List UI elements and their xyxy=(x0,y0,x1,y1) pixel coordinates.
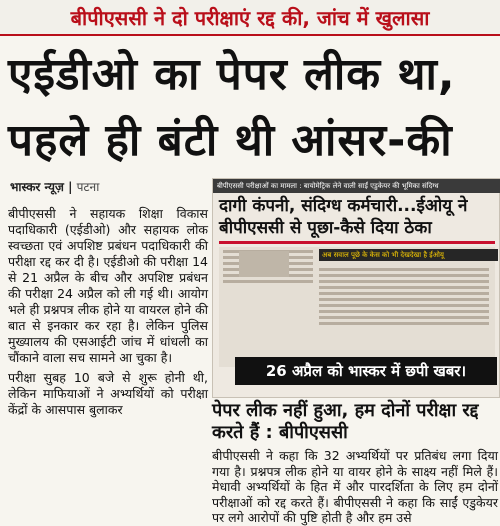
right-body-text: बीपीएससी ने कहा कि 32 अभ्यर्थियों पर प्रतिबंध लगा दिया गया है। प्रश्नपत्र लीक होने या वायर होने के साक्ष्य नहीं मिले हैं। मेधावी अभ्यर्थियों के हित में और पारदर्शिता के लिए हम दोनों परीक्षाओं को रद्द करते हैं। बीपीएससी ने कहा कि साईं एडुकेयर पर लगे आरोपों की पुष्टि होती है और हम उसे xyxy=(212,448,498,525)
left-column xyxy=(8,206,208,422)
left-paragraph-2: परीक्षा सुबह 10 बजे से शुरू होनी थी, लेकिन माफियाओं ने अभ्यर्थियों को परीक्षा केंद्रों के आसपास बुलाकर xyxy=(8,370,208,417)
clipping-top-strip: बीपीएससी परीक्षाओं का मामला : बायोमेट्रिक लेने वाली साईं एडुकेयर की भूमिका संदिग्ध xyxy=(213,179,500,193)
headline-line-1: एईडीओ का पेपर लीक था, xyxy=(8,49,456,100)
kicker-text: बीपीएससी ने दो परीक्षाएं रद्द की, जांच में खुलासा xyxy=(70,6,430,30)
clipping-subhead: अब सवाल पूछे के केस को भी देखदेखा है ईओयू xyxy=(319,249,498,261)
clipping-red-rule xyxy=(219,241,495,244)
left-paragraph-1: बीपीएससी ने सहायक शिक्षा विकास पदाधिकारी (एईडीओ) और सहायक लोक स्वच्छता एवं अपशिष्ट प्रबंधन पदाधिकारी की परीक्षा रद्द कर दी है। एईडीओ की परीक्षा 14 से 21 अप्रैल के बीच और अपशिष्ट प्रबंधन की परीक्षा 24 अप्रैल को ली गई थी। आयोग भले ही प्रश्नपत्र लीक होने या वायरल होने की बात से इनकार कर रहा है। लेकिन पुलिस मुख्यालय की एसआईटी जांच में धांधली का चौंकाने वाला सच सामने आ चुका है। xyxy=(8,206,208,365)
dateline-source: भास्कर न्यूज़ xyxy=(10,180,64,194)
right-headline: पेपर लीक नहीं हुआ, हम दोनों परीक्षा रद्द करते हैं : बीपीएससी xyxy=(212,400,479,443)
headline-line-2: पहले ही बंटी थी आंसर-की xyxy=(8,115,453,166)
clipping-headline: दागी कंपनी, संदिग्ध कर्मचारी...ईओयू ने बीपीएससी से पूछा-कैसे दिया ठेका xyxy=(219,196,468,238)
clipping-photo xyxy=(239,251,289,277)
dateline: भास्कर न्यूज़ | पटना xyxy=(10,180,100,194)
news-clipping xyxy=(212,178,500,398)
dateline-place: पटना xyxy=(76,180,100,194)
clipping-caption: 26 अप्रैल को भास्कर में छपी खबर। xyxy=(235,357,497,385)
